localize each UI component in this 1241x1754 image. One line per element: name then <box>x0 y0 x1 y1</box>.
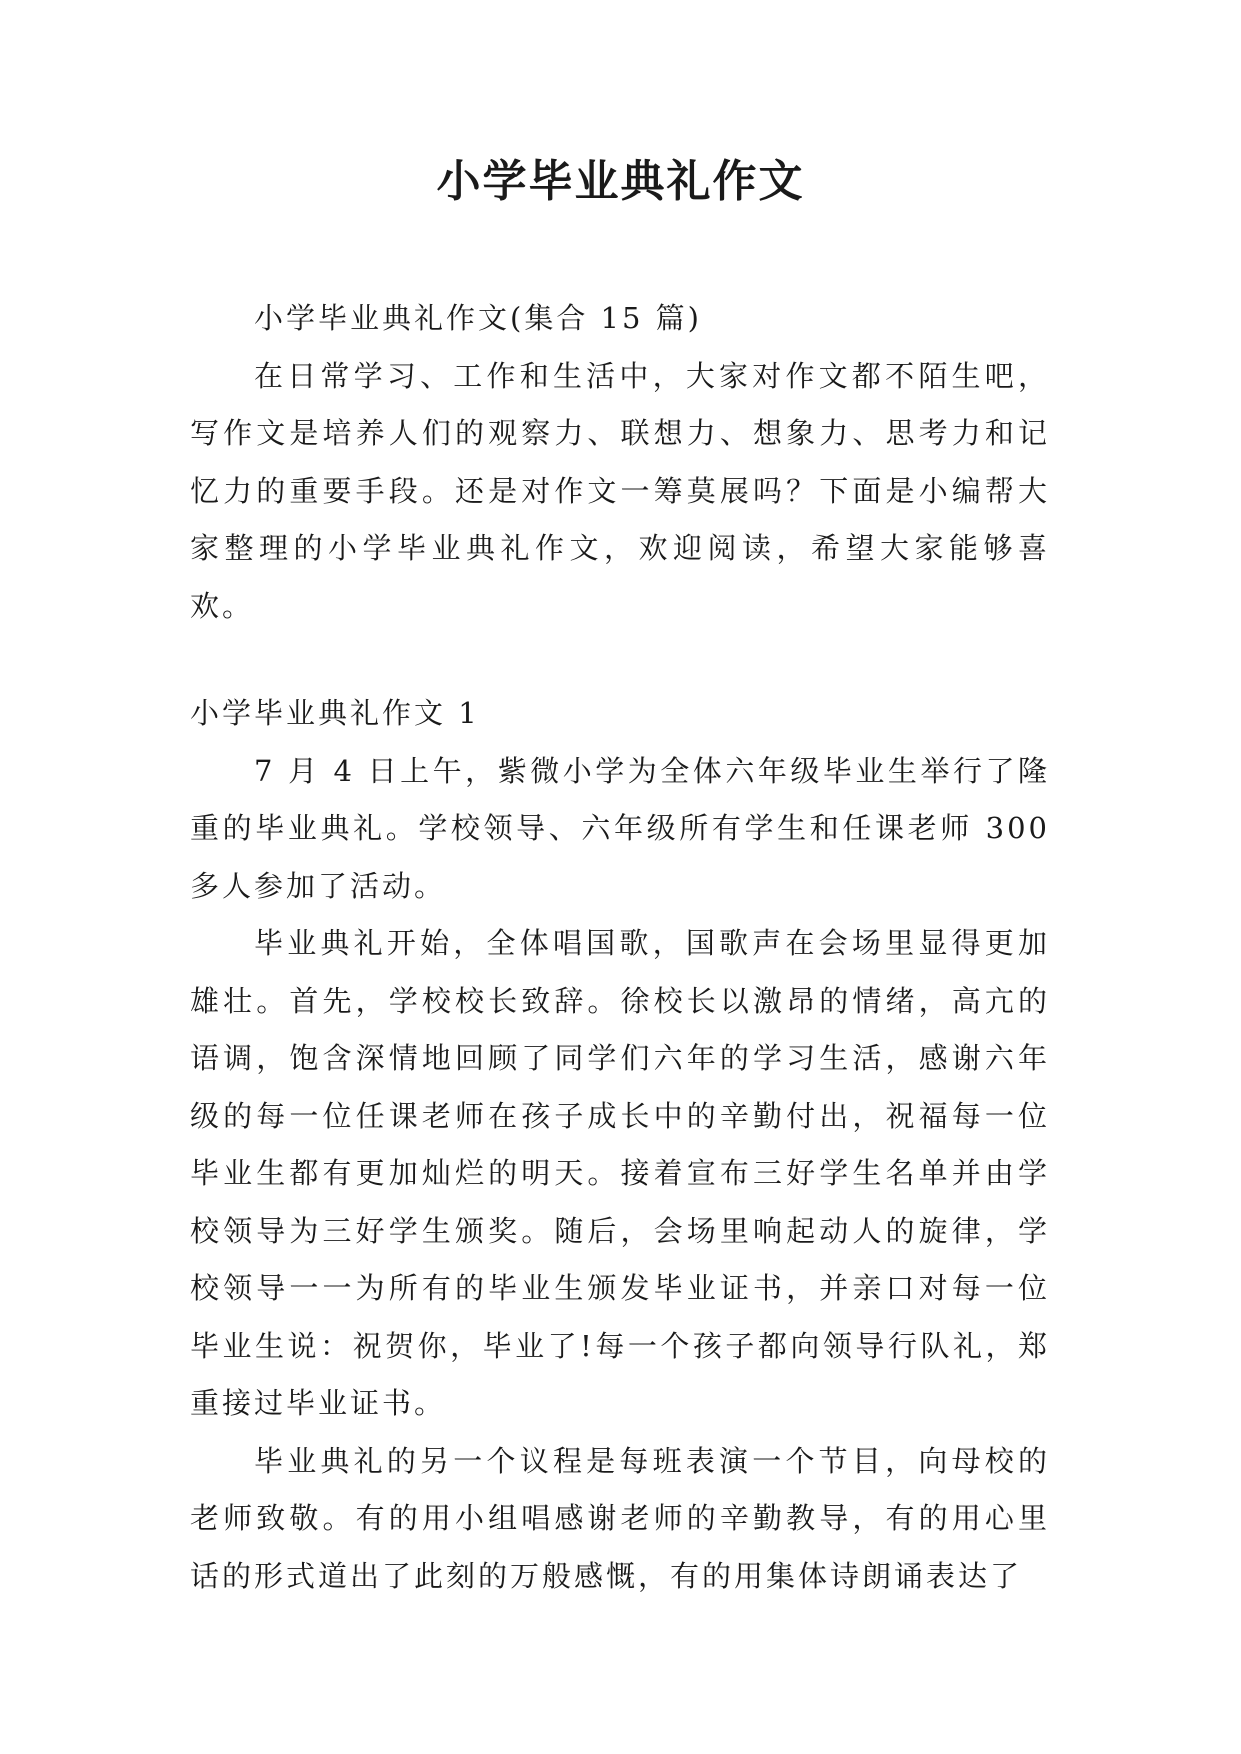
intro-paragraph: 在日常学习、工作和生活中，大家对作文都不陌生吧，写作文是培养人们的观察力、联想力、想象力、思考力和记忆力的重要手段。还是对作文一筹莫展吗？下面是小编帮大家整理的小学毕业典礼作文，欢迎阅读，希望大家能够喜欢。 <box>190 358 1050 623</box>
section-gap <box>190 635 1050 685</box>
body-paragraph-3: 毕业典礼的另一个议程是每班表演一个节目，向母校的老师致敬。有的用小组唱感谢老师的辛勤教导，有的用心里话的形式道出了此刻的万般感慨，有的用集体诗朗诵表达了 <box>190 1443 1050 1593</box>
body-paragraph-1: 7 月 4 日上午，紫微小学为全体六年级毕业生举行了隆重的毕业典礼。学校领导、六年级所有学生和任课老师 300 多人参加了活动。 <box>190 753 1050 903</box>
body-paragraph-2: 毕业典礼开始，全体唱国歌，国歌声在会场里显得更加雄壮。首先，学校校长致辞。徐校长以激昂的情绪，高亢的语调，饱含深情地回顾了同学们六年的学习生活，感谢六年级的每一位任课老师在孩子成长中的辛勤付出，祝福每一位毕业生都有更加灿烂的明天。接着宣布三好学生名单并由学校领导为三好学生颁奖。随后，会场里响起动人的旋律，学校领导一一为所有的毕业生颁发毕业证书，并亲口对每一位毕业生说：祝贺你，毕业了!每一个孩子都向领导行队礼，郑重接过毕业证书。 <box>190 926 1050 1420</box>
section-heading: 小学毕业典礼作文 1 <box>190 696 480 730</box>
document-subtitle: 小学毕业典礼作文(集合 15 篇) <box>254 301 702 335</box>
document-body <box>190 290 1050 1605</box>
document-title: 小学毕业典礼作文 <box>436 156 805 207</box>
